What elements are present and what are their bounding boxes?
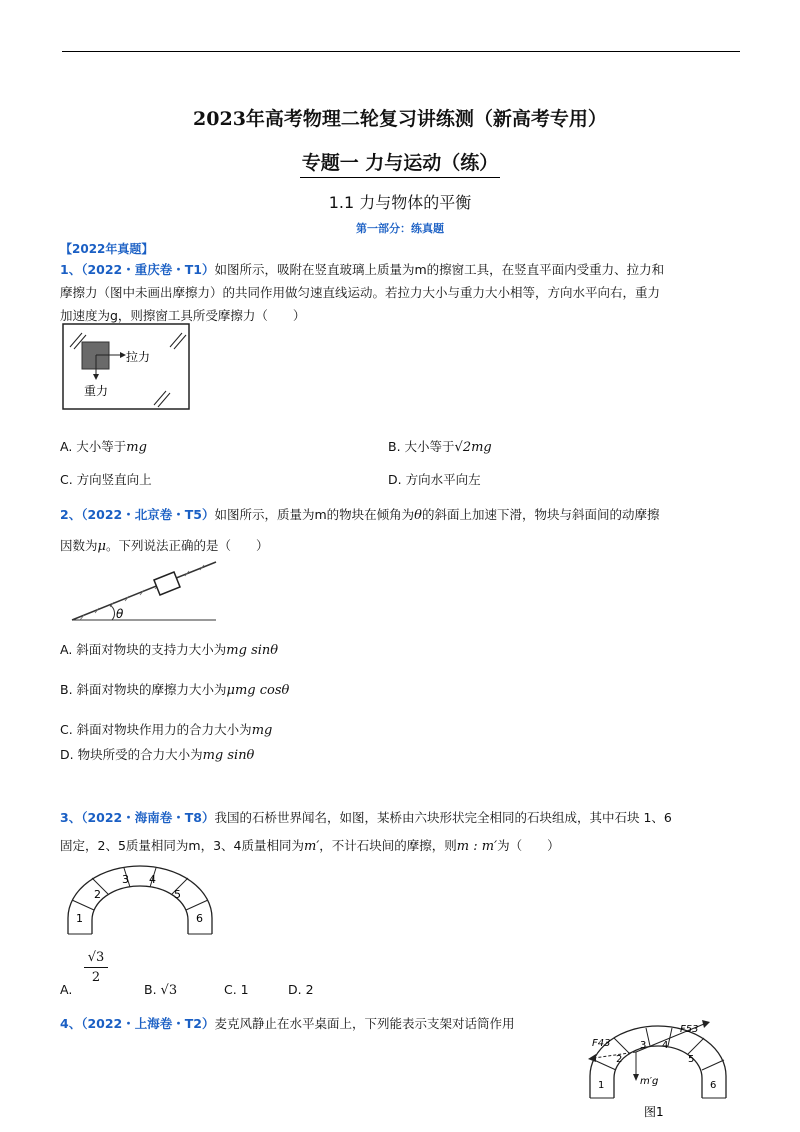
- block-4-label: 4: [149, 873, 156, 886]
- gravity-label: 重力: [84, 384, 109, 398]
- q1-option-d[interactable]: D. 方向水平向左: [388, 472, 481, 487]
- q2-option-a[interactable]: A. 斜面对物块的支持力大小为mg sinθ: [60, 642, 279, 658]
- top-rule: [62, 51, 740, 52]
- figure-caption: 图1: [644, 1105, 664, 1119]
- block-5-label: 5: [174, 888, 181, 901]
- q3-option-a-fraction[interactable]: [84, 950, 108, 985]
- bridge-force-figure: [584, 1014, 734, 1124]
- q3-option-b[interactable]: B. √3: [144, 982, 178, 998]
- q3-option-d[interactable]: D. 2: [288, 982, 314, 997]
- pull-force-label: 拉力: [126, 350, 151, 364]
- part-label: 第一部分：练真题: [356, 222, 444, 235]
- question-2-line2: 因数为μ。下列说法正确的是（ ）: [60, 538, 269, 554]
- fig-block-6: 6: [710, 1080, 717, 1091]
- q1-option-c[interactable]: C. 方向竖直向上: [60, 472, 152, 487]
- stone-bridge-figure: [64, 864, 216, 936]
- question-4-line1: 4、（2022・上海卷・T2）麦克风静止在水平桌面上，下列能表示支架对话筒作用: [60, 1016, 515, 1031]
- q3-option-a-label[interactable]: A.: [60, 982, 73, 997]
- year-tag: 【2022年真题】: [60, 242, 154, 256]
- q1-option-b[interactable]: B. 大小等于√2mg: [388, 439, 492, 455]
- mg-label: m′g: [640, 1076, 659, 1087]
- f43-label: F43: [592, 1038, 611, 1049]
- document-title: 2023年高考物理二轮复习讲练测（新高考专用）: [193, 108, 607, 130]
- chapter-title: 专题一 力与运动（练）: [0, 148, 800, 175]
- block-2-label: 2: [94, 888, 101, 901]
- theta-label: θ: [116, 607, 124, 621]
- fig-block-1: 1: [598, 1080, 605, 1091]
- question-1-line1: 1、（2022・重庆卷・T1）如图所示，吸附在竖直玻璃上质量为m的擦窗工具，在竖直平面内受重力、拉力和: [60, 262, 665, 277]
- question-3: [60, 804, 740, 861]
- question-1-line2: 摩擦力（图中未画出摩擦力）的共同作用做匀速直线运动。若拉力大小与重力大小相等，方向水平向右，重力: [60, 285, 661, 300]
- fig-block-2: 2: [616, 1054, 623, 1065]
- incline-figure: [70, 558, 218, 624]
- q3-option-c[interactable]: C. 1: [224, 982, 249, 997]
- fig-block-5: 5: [688, 1054, 695, 1065]
- fig-block-4: 4: [662, 1040, 669, 1051]
- block-6-label: 6: [196, 912, 203, 925]
- question-2: [60, 500, 740, 562]
- fraction-denominator: 2: [91, 970, 101, 985]
- question-3-line2: 固定，2、5质量相同为m，3、4质量相同为m′，不计石块间的摩擦，则m : m′为（ ）: [60, 838, 560, 854]
- q2-option-c[interactable]: C. 斜面对物块作用力的合力大小为mg: [60, 722, 273, 738]
- fraction-numerator: √3: [84, 950, 108, 968]
- fig-block-3: 3: [640, 1040, 647, 1051]
- f53-label: F53: [680, 1024, 699, 1035]
- question-1: [60, 258, 740, 327]
- question-3-line1: 3、（2022・海南卷・T8）我国的石桥世界闻名，如图，某桥由六块形状完全相同的石块组成，其中石块 1、6: [60, 810, 672, 825]
- q2-option-b[interactable]: B. 斜面对物块的摩擦力大小为μmg cosθ: [60, 682, 290, 698]
- section-title: 1.1 力与物体的平衡: [328, 193, 472, 212]
- question-1-line3: 加速度为g，则擦窗工具所受摩擦力（ ）: [60, 308, 306, 323]
- window-cleaner-figure: [62, 323, 190, 411]
- block-1-label: 1: [76, 912, 83, 925]
- block-3-label: 3: [122, 873, 129, 886]
- q1-option-a[interactable]: A. 大小等于mg: [60, 439, 147, 455]
- question-2-line1: 2、（2022・北京卷・T5）如图所示，质量为m的物块在倾角为θ的斜面上加速下滑，物块与斜面间的动摩擦: [60, 507, 660, 523]
- q2-option-d[interactable]: D. 物块所受的合力大小为mg sinθ: [60, 747, 255, 763]
